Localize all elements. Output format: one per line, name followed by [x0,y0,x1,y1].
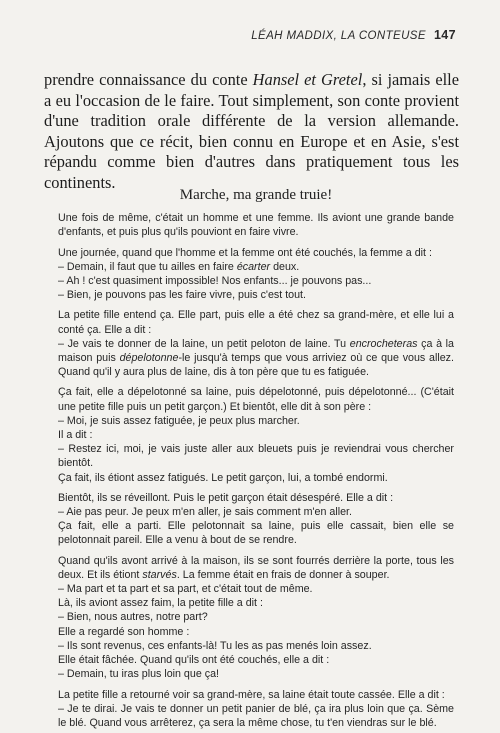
dialogue-text: deux. [270,260,300,273]
intro-text-2: , si jamais elle a eu l'occasion de le faire. Tout simplement, son conte provient d'une tradition orale différente de la version allemande. Ajoutons que ce récit, bien connu en Europe et en Asie, s'est répandu comme bien d'autres dans pratiquement tous les continents. [44,70,459,192]
story-dialogue-line: – Restez ici, moi, je vais juste aller aux bleuets puis je reviendrai vous chercher bientôt. [58,443,454,470]
story-paragraph-3-line-1: La petite fille entend ça. Elle part, puis elle a été chez sa grand-mère, et elle lui a conté ça. Elle a dit : [58,309,454,336]
story-paragraph-1: Une fois de même, c'était un homme et une femme. Ils aviont une grande bande d'enfants, et puis plus qu'ils pouviont en faire vivre. [58,212,454,239]
story-dialogue-line: – Ils sont revenus, ces enfants-là! Tu les as pas menés loin assez. [58,639,372,652]
story-dialogue-line: – Demain, tu iras plus loin que ça! [58,668,219,681]
story-paragraph-7-line-1: La petite fille a retourné voir sa grand-mère, sa laine était toute cassée. Elle a dit : [58,688,445,701]
story-section [58,188,454,730]
story-dialogue-line [58,337,454,380]
page-number: 147 [433,28,456,42]
story-paragraph-6-line-1 [58,554,454,582]
intro-book-title: Hansel et Gretel [252,70,363,89]
story-dialogue-line: – Ma part et ta part et sa part, et c'était tout de même. [58,583,313,596]
story-narration-line: Elle était fâchée. Quand qu'ils ont été couchés, elle a dit : [58,654,330,667]
story-dialogue-line [58,260,454,274]
story-dialogue-line: – Je te dirai. Je vais te donner un petit panier de blé, ça ira plus loin que ça. Sème le blé. Quand vous arrêterez, ça sera la même chose, tu t'en viendras sur le blé. [58,702,454,729]
story-paragraph-2-line-1: Une journée, quand que l'homme et la femme ont été couchés, la femme a dit : [58,246,432,259]
italic-word: écarter [236,260,271,273]
narration-text: . La femme était en frais de donner à souper. [176,568,390,581]
running-header [251,28,456,42]
story-paragraph-5-line-1: Bientôt, ils se réveillont. Puis le petit garçon était désespéré. Elle a dit : [58,491,394,504]
story-narration-line: Ça fait, elle a parti. Elle pelotonnait sa laine, puis elle cassait, bien elle se pelotonnait pareil. Elle a venu à bout de se rendre. [58,520,454,547]
story-narration-line: Ça fait, ils étiont assez fatigués. Le petit garçon, lui, a tombé endormi. [58,471,388,484]
intro-paragraph [44,70,459,194]
story-narration-line: Il a dit : [58,429,93,442]
story-narration-line: Là, ils aviont assez faim, la petite fille a dit : [58,597,263,610]
story-dialogue-line: – Aie pas peur. Je peux m'en aller, je sais comment m'en aller. [58,506,352,519]
narration-text: Quand qu'ils avont arrivé à la maison, ils se sont fourrés derrière la porte, tous les deux. Et ils étiont [58,554,454,581]
dialogue-text: – Je vais te donner de la laine, un petit peloton de laine. Tu [58,337,350,350]
story-dialogue-line: – Moi, je suis assez fatiguée, je peux plus marcher. [58,414,300,427]
story-dialogue-line: – Ah ! c'est quasiment impossible! Nos enfants... je pouvons pas... [58,275,372,288]
story-dialogue-line: – Bien, nous autres, notre part? [58,611,208,624]
dialogue-text: ça à la maison puis [58,337,454,365]
story-title: Marche, ma grande truie! [179,187,333,203]
italic-word: starvés [142,568,177,581]
story-paragraph-4-line-1: Ça fait, elle a dépelotonné sa laine, puis dépelotonné, puis dépelotonné... (C'était une petite fille puis un petit garçon.) Et bientôt, elle dit à son père : [58,386,454,413]
dialogue-text: – Demain, il faut que tu ailles en faire [58,260,237,273]
italic-word: encrocheteras [349,337,418,350]
intro-text-1: prendre connaissance du conte [44,70,253,89]
running-title: LÉAH MADDIX, LA CONTEUSE [251,30,426,42]
dialogue-text: -le jusqu'à temps que vous arriviez où ce que vous allez. Quand qu'il y aura plus de laine, dis à ton père que tu es fatiguée. [58,352,454,379]
italic-word: dépelotonne [119,352,179,365]
story-narration-line: Elle a regardé son homme : [58,625,190,638]
story-dialogue-line: – Bien, je pouvons pas les faire vivre, puis c'est tout. [58,289,306,302]
